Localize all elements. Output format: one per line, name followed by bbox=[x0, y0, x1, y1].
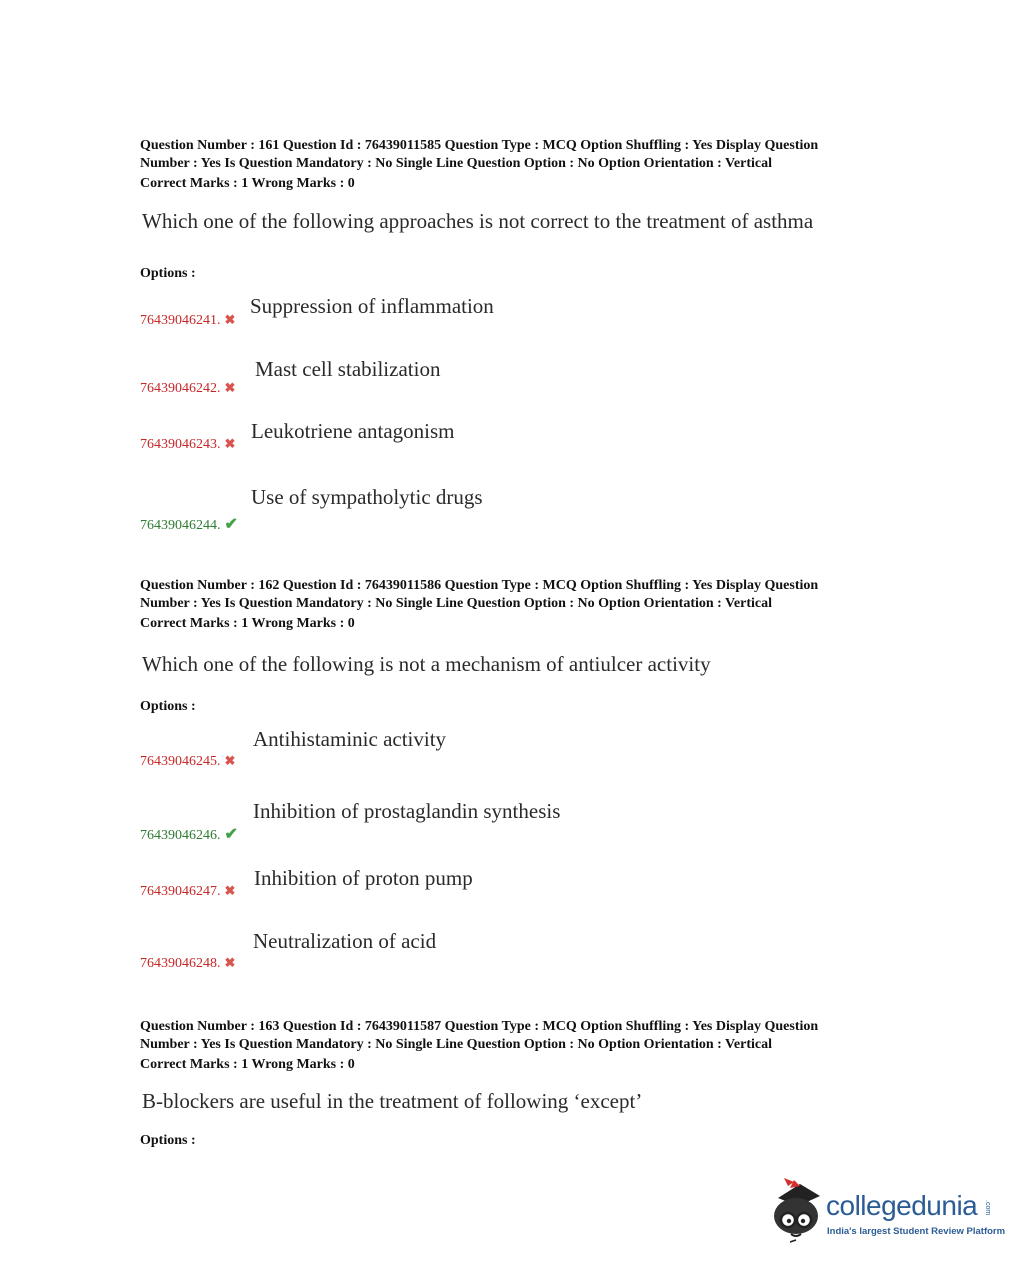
check-icon: ✔ bbox=[224, 826, 238, 843]
cross-icon: ✖ bbox=[224, 883, 236, 898]
options-label: Options : bbox=[140, 1133, 196, 1148]
cross-icon: ✖ bbox=[224, 955, 236, 970]
marks-line: Correct Marks : 1 Wrong Marks : 0 bbox=[140, 616, 355, 631]
check-icon: ✔ bbox=[224, 516, 238, 533]
logo-tagline: India's largest Student Review Platform bbox=[827, 1226, 1006, 1237]
option-text: Use of sympatholytic drugs bbox=[251, 485, 483, 509]
option-id: 76439046241. ✖ bbox=[140, 312, 236, 328]
option-text: Leukotriene antagonism bbox=[251, 419, 455, 443]
mascot-icon bbox=[766, 1176, 826, 1246]
cross-icon: ✖ bbox=[224, 380, 236, 395]
cross-icon: ✖ bbox=[224, 753, 236, 768]
question-162-meta bbox=[140, 577, 900, 633]
options-label: Options : bbox=[140, 266, 196, 281]
logo-domain: .com bbox=[984, 1200, 991, 1216]
meta-line: Question Number : 163 Question Id : 76439011587 Question Type : MCQ Option Shuffling : Yes Display Question bbox=[140, 1019, 819, 1034]
meta-line: Number : Yes Is Question Mandatory : No Single Line Question Option : No Option Orientation : Vertical bbox=[140, 596, 772, 611]
question-162-text: Which one of the following is not a mechanism of antiulcer activity bbox=[142, 652, 711, 676]
marks-line: Correct Marks : 1 Wrong Marks : 0 bbox=[140, 176, 355, 191]
option-id: 76439046244. ✔ bbox=[140, 516, 238, 533]
marks-line: Correct Marks : 1 Wrong Marks : 0 bbox=[140, 1057, 355, 1072]
option-id: 76439046242. ✖ bbox=[140, 380, 236, 396]
option-id: 76439046246. ✔ bbox=[140, 826, 238, 843]
meta-line: Question Number : 162 Question Id : 76439011586 Question Type : MCQ Option Shuffling : Yes Display Question bbox=[140, 578, 819, 593]
cross-icon: ✖ bbox=[224, 312, 236, 327]
logo-name: collegedunia bbox=[826, 1190, 978, 1221]
option-text: Neutralization of acid bbox=[253, 929, 437, 953]
option-text: Inhibition of prostaglandin synthesis bbox=[253, 799, 561, 823]
option-text: Antihistaminic activity bbox=[253, 727, 447, 751]
meta-line: Number : Yes Is Question Mandatory : No Single Line Question Option : No Option Orientation : Vertical bbox=[140, 1037, 772, 1052]
option-id: 76439046248. ✖ bbox=[140, 955, 236, 971]
question-163-text: B-blockers are useful in the treatment of following ‘except’ bbox=[142, 1089, 643, 1113]
question-161-meta bbox=[140, 137, 900, 193]
option-text: Suppression of inflammation bbox=[250, 294, 494, 318]
option-id: 76439046243. ✖ bbox=[140, 436, 236, 452]
options-label: Options : bbox=[140, 699, 196, 714]
cross-icon: ✖ bbox=[224, 436, 236, 451]
option-id: 76439046247. ✖ bbox=[140, 883, 236, 899]
meta-line: Number : Yes Is Question Mandatory : No Single Line Question Option : No Option Orientation : Vertical bbox=[140, 156, 772, 171]
option-text: Inhibition of proton pump bbox=[254, 866, 473, 890]
collegedunia-logo bbox=[766, 1176, 1006, 1246]
meta-line: Question Number : 161 Question Id : 76439011585 Question Type : MCQ Option Shuffling : Yes Display Question bbox=[140, 138, 819, 153]
option-text: Mast cell stabilization bbox=[255, 357, 441, 381]
option-id: 76439046245. ✖ bbox=[140, 753, 236, 769]
question-163-meta bbox=[140, 1018, 900, 1074]
question-161-text: Which one of the following approaches is not correct to the treatment of asthma bbox=[142, 209, 814, 233]
